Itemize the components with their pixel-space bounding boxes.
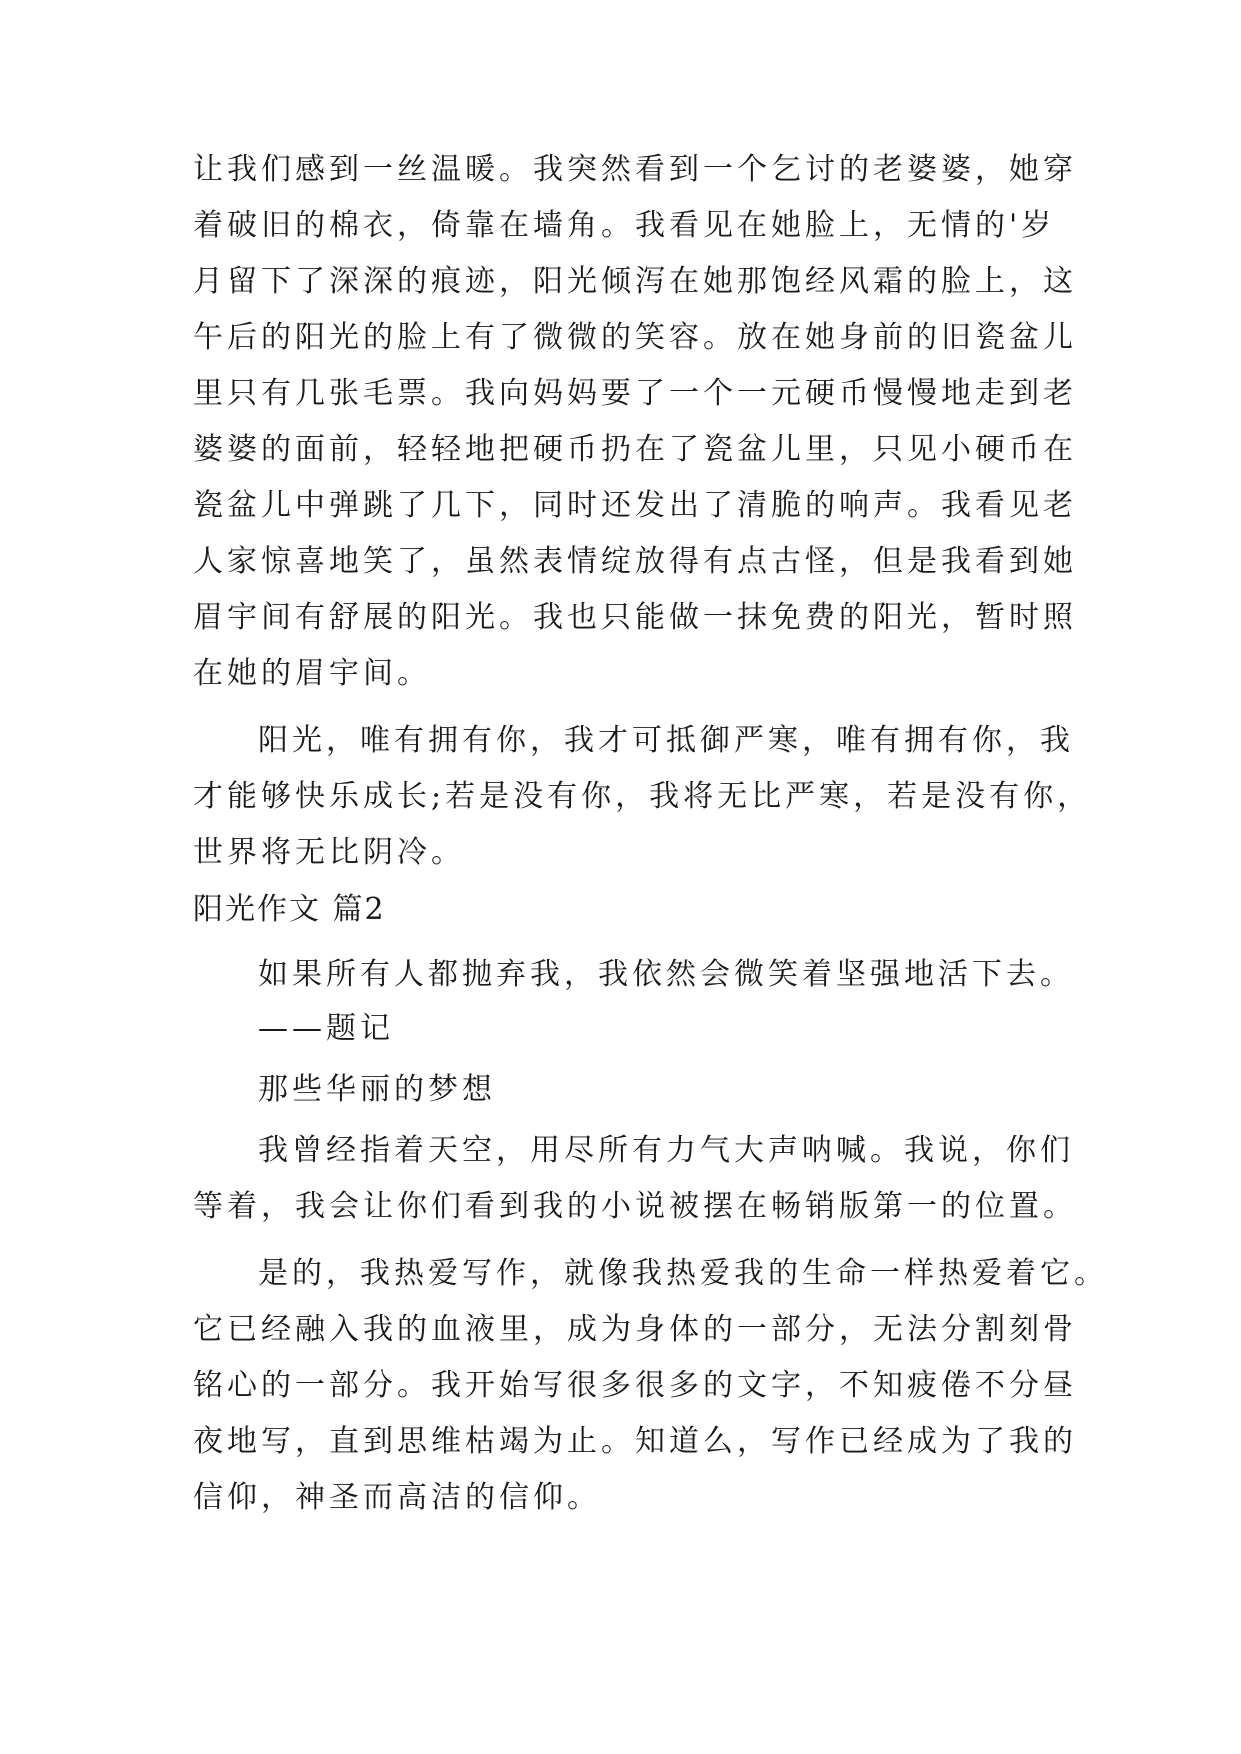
paragraph-line: 信仰，神圣而高洁的信仰。 bbox=[193, 1480, 601, 1515]
paragraph-line: 里只有几张毛票。我向妈妈要了一个一元硬币慢慢地走到老 bbox=[193, 376, 1077, 411]
epigraph-attribution: ——题记 bbox=[258, 1011, 394, 1046]
paragraph-line: 月留下了深深的痕迹，阳光倾泻在她那饱经风霜的脸上，这 bbox=[193, 264, 1077, 299]
paragraph-line: 眉宇间有舒展的阳光。我也只能做一抹免费的阳光，暂时照 bbox=[193, 600, 1077, 635]
paragraph-line: 婆婆的面前，轻轻地把硬币扔在了瓷盆儿里，只见小硬币在 bbox=[193, 432, 1077, 467]
paragraph-line: 人家惊喜地笑了，虽然表情绽放得有点古怪，但是我看到她 bbox=[193, 544, 1077, 579]
paragraph-line: 瓷盆儿中弹跳了几下，同时还发出了清脆的响声。我看见老 bbox=[193, 488, 1077, 523]
paragraph-line: 是的，我热爱写作，就像我热爱我的生命一样热爱着它。 bbox=[258, 1256, 1108, 1291]
paragraph-line: 才能够快乐成长;若是没有你，我将无比严寒，若是没有你， bbox=[193, 779, 1092, 814]
paragraph-line: 夜地写，直到思维枯竭为止。知道么，写作已经成为了我的 bbox=[193, 1424, 1077, 1459]
epigraph-line: 如果所有人都抛弃我，我依然会微笑着坚强地活下去。 bbox=[258, 957, 1074, 992]
paragraph-line: 铭心的一部分。我开始写很多很多的文字，不知疲倦不分昼 bbox=[193, 1368, 1077, 1403]
subheading: 那些华丽的梦想 bbox=[258, 1072, 496, 1107]
paragraph-line: 等着，我会让你们看到我的小说被摆在畅销版第一的位置。 bbox=[193, 1189, 1077, 1224]
paragraph-line: 在她的眉宇间。 bbox=[193, 656, 431, 691]
section-heading: 阳光作文 篇2 bbox=[193, 892, 386, 927]
paragraph-line: 着破旧的棉衣，倚靠在墙角。我看见在她脸上，无情的'岁 bbox=[193, 208, 1056, 243]
paragraph-line: 午后的阳光的脸上有了微微的笑容。放在她身前的旧瓷盆儿 bbox=[193, 320, 1077, 355]
paragraph-line: 我曾经指着天空，用尽所有力气大声呐喊。我说，你们 bbox=[258, 1133, 1074, 1168]
paragraph-line: 它已经融入我的血液里，成为身体的一部分，无法分割刻骨 bbox=[193, 1312, 1077, 1347]
paragraph-line: 阳光，唯有拥有你，我才可抵御严寒，唯有拥有你，我 bbox=[258, 723, 1074, 758]
paragraph-line: 世界将无比阴冷。 bbox=[193, 835, 465, 870]
paragraph-line: 让我们感到一丝温暖。我突然看到一个乞讨的老婆婆，她穿 bbox=[193, 152, 1077, 187]
